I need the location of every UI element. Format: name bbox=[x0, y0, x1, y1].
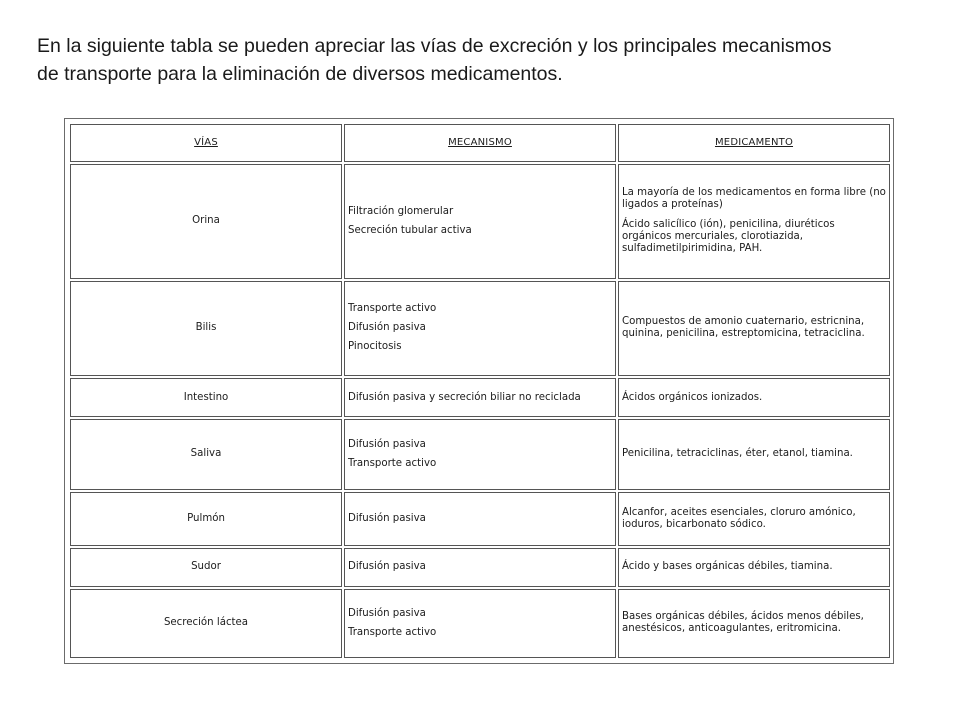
mecanismo-item: Secreción tubular activa bbox=[348, 224, 472, 236]
medicamento-text: Alcanfor, aceites esenciales, cloruro amónico, ioduros, bicarbonato sódico. bbox=[622, 506, 856, 530]
table-header-row bbox=[70, 124, 890, 162]
medicamento-cell bbox=[618, 589, 890, 658]
via-cell: Saliva bbox=[70, 419, 342, 489]
mecanismo-item: Difusión pasiva bbox=[348, 607, 426, 619]
medicamento-text: Ácidos orgánicos ionizados. bbox=[622, 391, 763, 403]
excretion-table bbox=[68, 122, 892, 660]
medicamento-text: Ácido salicílico (ión), penicilina, diuréticos orgánicos mercuriales, clorotiazida, sulfadimetilpirimidina, PAH. bbox=[622, 219, 835, 255]
table-row bbox=[70, 548, 890, 587]
table-row bbox=[70, 164, 890, 279]
via-cell: Sudor bbox=[70, 548, 342, 587]
mecanismo-cell bbox=[344, 589, 616, 658]
table-row bbox=[70, 419, 890, 489]
mecanismo-item: Filtración glomerular bbox=[348, 205, 454, 217]
medicamento-text: Compuestos de amonio cuaternario, estricnina, quinina, penicilina, estreptomicina, tetraciclina. bbox=[622, 316, 865, 340]
excretion-table-frame bbox=[64, 118, 894, 664]
via-cell: Orina bbox=[70, 164, 342, 279]
mecanismo-cell bbox=[344, 548, 616, 587]
header-mecanismo: MECANISMO bbox=[344, 124, 616, 162]
table-row bbox=[70, 378, 890, 417]
header-vias: VÍAS bbox=[70, 124, 342, 162]
medicamento-text: Bases orgánicas débiles, ácidos menos débiles, anestésicos, anticoagulantes, eritromicina. bbox=[622, 611, 864, 635]
medicamento-text: Ácido y bases orgánicas débiles, tiamina. bbox=[622, 561, 833, 573]
medicamento-text: La mayoría de los medicamentos en forma libre (no ligados a proteínas) bbox=[622, 187, 886, 211]
mecanismo-item: Difusión pasiva bbox=[348, 512, 426, 524]
medicamento-cell bbox=[618, 548, 890, 587]
medicamento-cell bbox=[618, 378, 890, 417]
intro-line-2: de transporte para la eliminación de diversos medicamentos. bbox=[37, 63, 563, 85]
mecanismo-item: Transporte activo bbox=[348, 626, 437, 638]
mecanismo-cell bbox=[344, 378, 616, 417]
via-cell: Intestino bbox=[70, 378, 342, 417]
medicamento-text: Penicilina, tetraciclinas, éter, etanol, tiamina. bbox=[622, 448, 853, 460]
intro-line-1: En la siguiente tabla se pueden apreciar las vías de excreción y los principales mecanismos bbox=[37, 35, 832, 57]
mecanismo-item: Difusión pasiva bbox=[348, 561, 426, 573]
mecanismo-cell bbox=[344, 281, 616, 376]
mecanismo-item: Difusión pasiva bbox=[348, 322, 426, 334]
medicamento-cell bbox=[618, 164, 890, 279]
medicamento-cell bbox=[618, 492, 890, 546]
medicamento-cell bbox=[618, 281, 890, 376]
mecanismo-item: Pinocitosis bbox=[348, 341, 402, 353]
table-row bbox=[70, 281, 890, 376]
mecanismo-cell bbox=[344, 164, 616, 279]
table-row bbox=[70, 589, 890, 658]
intro-text bbox=[37, 32, 937, 88]
mecanismo-item: Difusión pasiva bbox=[348, 438, 426, 450]
header-medicamento: MEDICAMENTO bbox=[618, 124, 890, 162]
table-row bbox=[70, 492, 890, 546]
mecanismo-item: Difusión pasiva y secreción biliar no reciclada bbox=[348, 391, 581, 403]
medicamento-cell bbox=[618, 419, 890, 489]
mecanismo-cell bbox=[344, 492, 616, 546]
via-cell: Bilis bbox=[70, 281, 342, 376]
mecanismo-item: Transporte activo bbox=[348, 303, 437, 315]
mecanismo-cell bbox=[344, 419, 616, 489]
mecanismo-item: Transporte activo bbox=[348, 457, 437, 469]
via-cell: Pulmón bbox=[70, 492, 342, 546]
via-cell: Secreción láctea bbox=[70, 589, 342, 658]
